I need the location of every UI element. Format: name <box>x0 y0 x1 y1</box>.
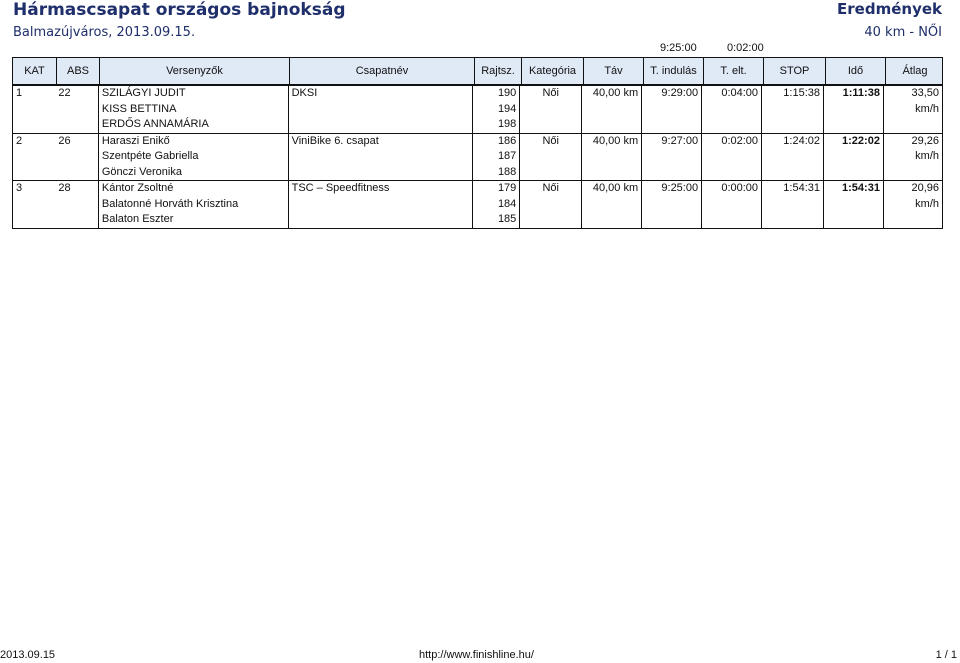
team-cell: DKSI <box>288 86 473 134</box>
footer-page-number: 1 / 1 <box>935 649 957 661</box>
rider-name: Szentpéte Gabriella <box>101 150 199 162</box>
bib-number: 184 <box>497 197 517 210</box>
avg-cell: 20,96 km/h <box>883 181 942 229</box>
distance-cell: 40,00 km <box>582 133 642 181</box>
col-team: Csapatnév <box>289 58 474 84</box>
bib-number: 185 <box>497 213 517 225</box>
abs-cell: 22 <box>55 86 98 134</box>
bib-number: 198 <box>497 118 517 130</box>
col-delay: T. elt. <box>703 58 763 84</box>
distance-cell: 40,00 km <box>582 181 642 229</box>
start-cell: 9:25:00 <box>642 181 702 229</box>
bib-number: 190 <box>497 87 517 99</box>
col-kat: KAT <box>24 65 45 77</box>
bib-cell <box>473 86 520 134</box>
col-abs: ABS <box>56 58 99 84</box>
abs-cell: 28 <box>55 181 98 229</box>
stop-cell: 1:24:02 <box>762 133 824 181</box>
category-cell: Női <box>520 133 582 181</box>
results-table <box>12 85 943 229</box>
rank-cell: 1 <box>13 86 56 134</box>
time-cell: 1:22:02 <box>824 133 884 181</box>
distance-cell: 40,00 km <box>582 86 642 134</box>
team-cell: ViniBike 6. csapat <box>288 133 473 181</box>
category-cell: Női <box>520 86 582 134</box>
rank-cell: 3 <box>13 181 56 229</box>
rider-name: ERDŐS ANNAMÁRIA <box>101 118 209 130</box>
col-bib: Rajtsz. <box>474 58 521 84</box>
rider-name: KISS BETTINA <box>101 102 177 115</box>
footer-url[interactable]: http://www.finishline.hu/ <box>419 649 534 661</box>
rider-name: Kántor Zsoltné <box>101 182 174 194</box>
start-cell: 9:27:00 <box>642 133 702 181</box>
col-riders: Versenyzők <box>99 58 289 84</box>
results-label: Eredmények <box>837 0 942 18</box>
stop-cell: 1:54:31 <box>762 181 824 229</box>
bib-number: 188 <box>497 165 517 178</box>
delay-cell: 0:00:00 <box>702 181 762 229</box>
team-cell: TSC – Speedfitness <box>288 181 473 229</box>
riders-cell <box>98 181 288 229</box>
table-row <box>13 86 943 134</box>
time-cell: 1:54:31 <box>824 181 884 229</box>
table-header <box>12 57 943 85</box>
bib-number: 187 <box>497 150 517 162</box>
col-avg: Átlag <box>885 58 944 84</box>
delay-cell: 0:02:00 <box>702 133 762 181</box>
footer-date: 2013.09.15 <box>0 649 56 661</box>
table-row <box>13 133 943 181</box>
start-cell: 9:29:00 <box>642 86 702 134</box>
col-time: Idő <box>825 58 885 84</box>
bib-number: 194 <box>497 102 517 115</box>
bib-number: 179 <box>497 182 517 194</box>
start-offset: 0:02:00 <box>727 42 764 54</box>
col-category: Kategória <box>521 58 583 84</box>
bib-cell <box>473 181 520 229</box>
time-cell: 1:11:38 <box>824 86 884 134</box>
col-start: T. indulás <box>643 58 703 84</box>
rider-name: Gönczi Veronika <box>101 165 182 178</box>
avg-cell: 29,26 km/h <box>883 133 942 181</box>
stop-cell: 1:15:38 <box>762 86 824 134</box>
delay-cell: 0:04:00 <box>702 86 762 134</box>
rider-name: Haraszi Enikő <box>101 134 170 147</box>
riders-cell <box>98 86 288 134</box>
category-cell: Női <box>520 181 582 229</box>
rank-cell: 2 <box>13 133 56 181</box>
rider-name: Balaton Eszter <box>101 213 174 225</box>
riders-cell <box>98 133 288 181</box>
table-row <box>13 181 943 229</box>
bib-cell <box>473 133 520 181</box>
abs-cell: 26 <box>55 133 98 181</box>
rider-name: SZILÁGYI JUDIT <box>101 87 186 99</box>
col-stop: STOP <box>763 58 825 84</box>
category-label: 40 km - NŐI <box>864 25 942 40</box>
page-title: Hármascsapat országos bajnokság <box>13 0 346 20</box>
rider-name: Balatonné Horváth Krisztina <box>101 197 239 210</box>
start-time: 9:25:00 <box>660 42 697 54</box>
location-date: Balmazújváros, 2013.09.15. <box>13 25 196 40</box>
avg-cell: 33,50 km/h <box>883 86 942 134</box>
col-distance: Táv <box>583 58 643 84</box>
bib-number: 186 <box>497 134 517 147</box>
